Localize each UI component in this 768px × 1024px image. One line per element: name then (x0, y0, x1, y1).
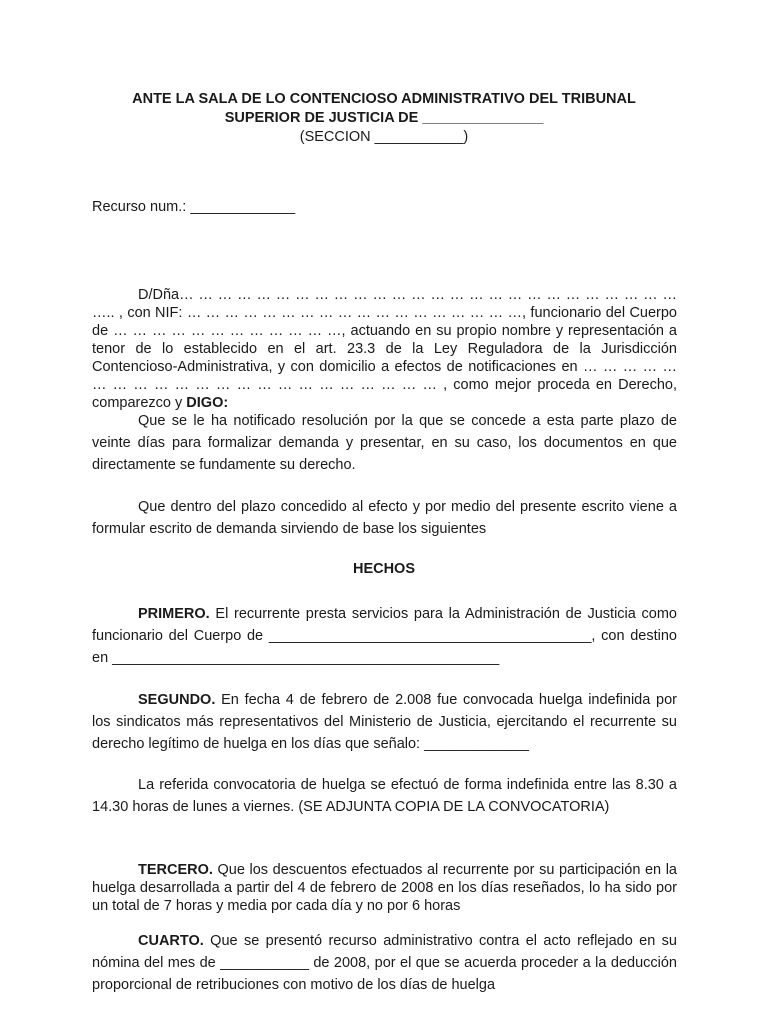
document-header (0, 90, 768, 147)
paragraph-demand-text: Que dentro del plazo concedido al efecto y por medio del presente escrito viene a formular escrito de demanda sirviendo de base los siguientes (92, 499, 677, 537)
fact-tercero-text: Que los descuentos efectuados al recurrente por su participación en la huelga desarrollada a partir del 4 de febrero de 2008 en los días reseñados, lo ha sido por un total de 7 horas y media por cada día y no por 6 horas (92, 862, 677, 914)
fact-tercero-label: TERCERO. (138, 862, 213, 878)
party-identification (92, 286, 677, 412)
recurso-number: Recurso num.: _____________ (92, 199, 296, 215)
fact-primero (92, 603, 677, 669)
header-section-line: (SECCION ___________) (299, 129, 469, 145)
fact-segundo-label: SEGUNDO. (138, 692, 216, 708)
fact-segundo-text: En fecha 4 de febrero de 2.008 fue convocada huelga indefinida por los sindicatos más representativos del Ministerio de Justicia, ejercitando el recurrente su derecho legítimo de huelga en los días que señalo: _____________ (92, 692, 677, 752)
header-tribunal-line: SUPERIOR DE JUSTICIA DE _______________ (224, 110, 544, 126)
paragraph-convocatoria-text: La referida convocatoria de huelga se efectuó de forma indefinida entre las 8.30 a 14.30 horas de lunes a viernes. (SE ADJUNTA COPIA DE LA CONVOCATORIA) (92, 777, 677, 815)
paragraph-notification (92, 410, 677, 476)
digo-label: DIGO: (186, 395, 229, 411)
fact-tercero (92, 861, 677, 915)
header-court-line: ANTE LA SALA DE LO CONTENCIOSO ADMINISTRATIVO DEL TRIBUNAL (132, 91, 636, 107)
paragraph-demand (92, 496, 677, 540)
fact-cuarto (92, 930, 677, 996)
hechos-heading: HECHOS (352, 561, 416, 577)
fact-cuarto-label: CUARTO. (138, 933, 204, 949)
fact-primero-label: PRIMERO. (138, 606, 210, 622)
fact-primero-text: El recurrente presta servicios para la Administración de Justicia como funcionario del Cuerpo de ________________________________________, con destino en ________________________________________________ (92, 606, 677, 666)
paragraph-convocatoria (92, 774, 677, 818)
fact-cuarto-text: Que se presentó recurso administrativo contra el acto reflejado en su nómina del mes de ___________ de 2008, por el que se acuerda proceder a la deducción proporcional de retribuciones con motivo de los días de huelga (92, 933, 677, 993)
paragraph-notification-text: Que se le ha notificado resolución por la que se concede a esta parte plazo de veinte días para formalizar demanda y presentar, en su caso, los documentos en que directamente se fundamente su derecho. (92, 413, 677, 473)
fact-segundo (92, 689, 677, 755)
party-text: D/Dña… … … … … … … … … … … … … … … … … … … … … … … … … … ….. , con NIF: … … … … … … … … … … … … … … … … … …, funcionario del Cuerpo de … … … … … … … … … … … …, actuando en su propio nombre y representación a tenor de lo establecido en el art. 23.3 de la Ley Reguladora de la Jurisdicción Contencioso-Administrativa, y con domicilio a efectos de notificaciones en … … … … … … … … … … … … … … … … … … … … … … , como mejor proceda en Derecho, comparezco y (92, 287, 677, 411)
